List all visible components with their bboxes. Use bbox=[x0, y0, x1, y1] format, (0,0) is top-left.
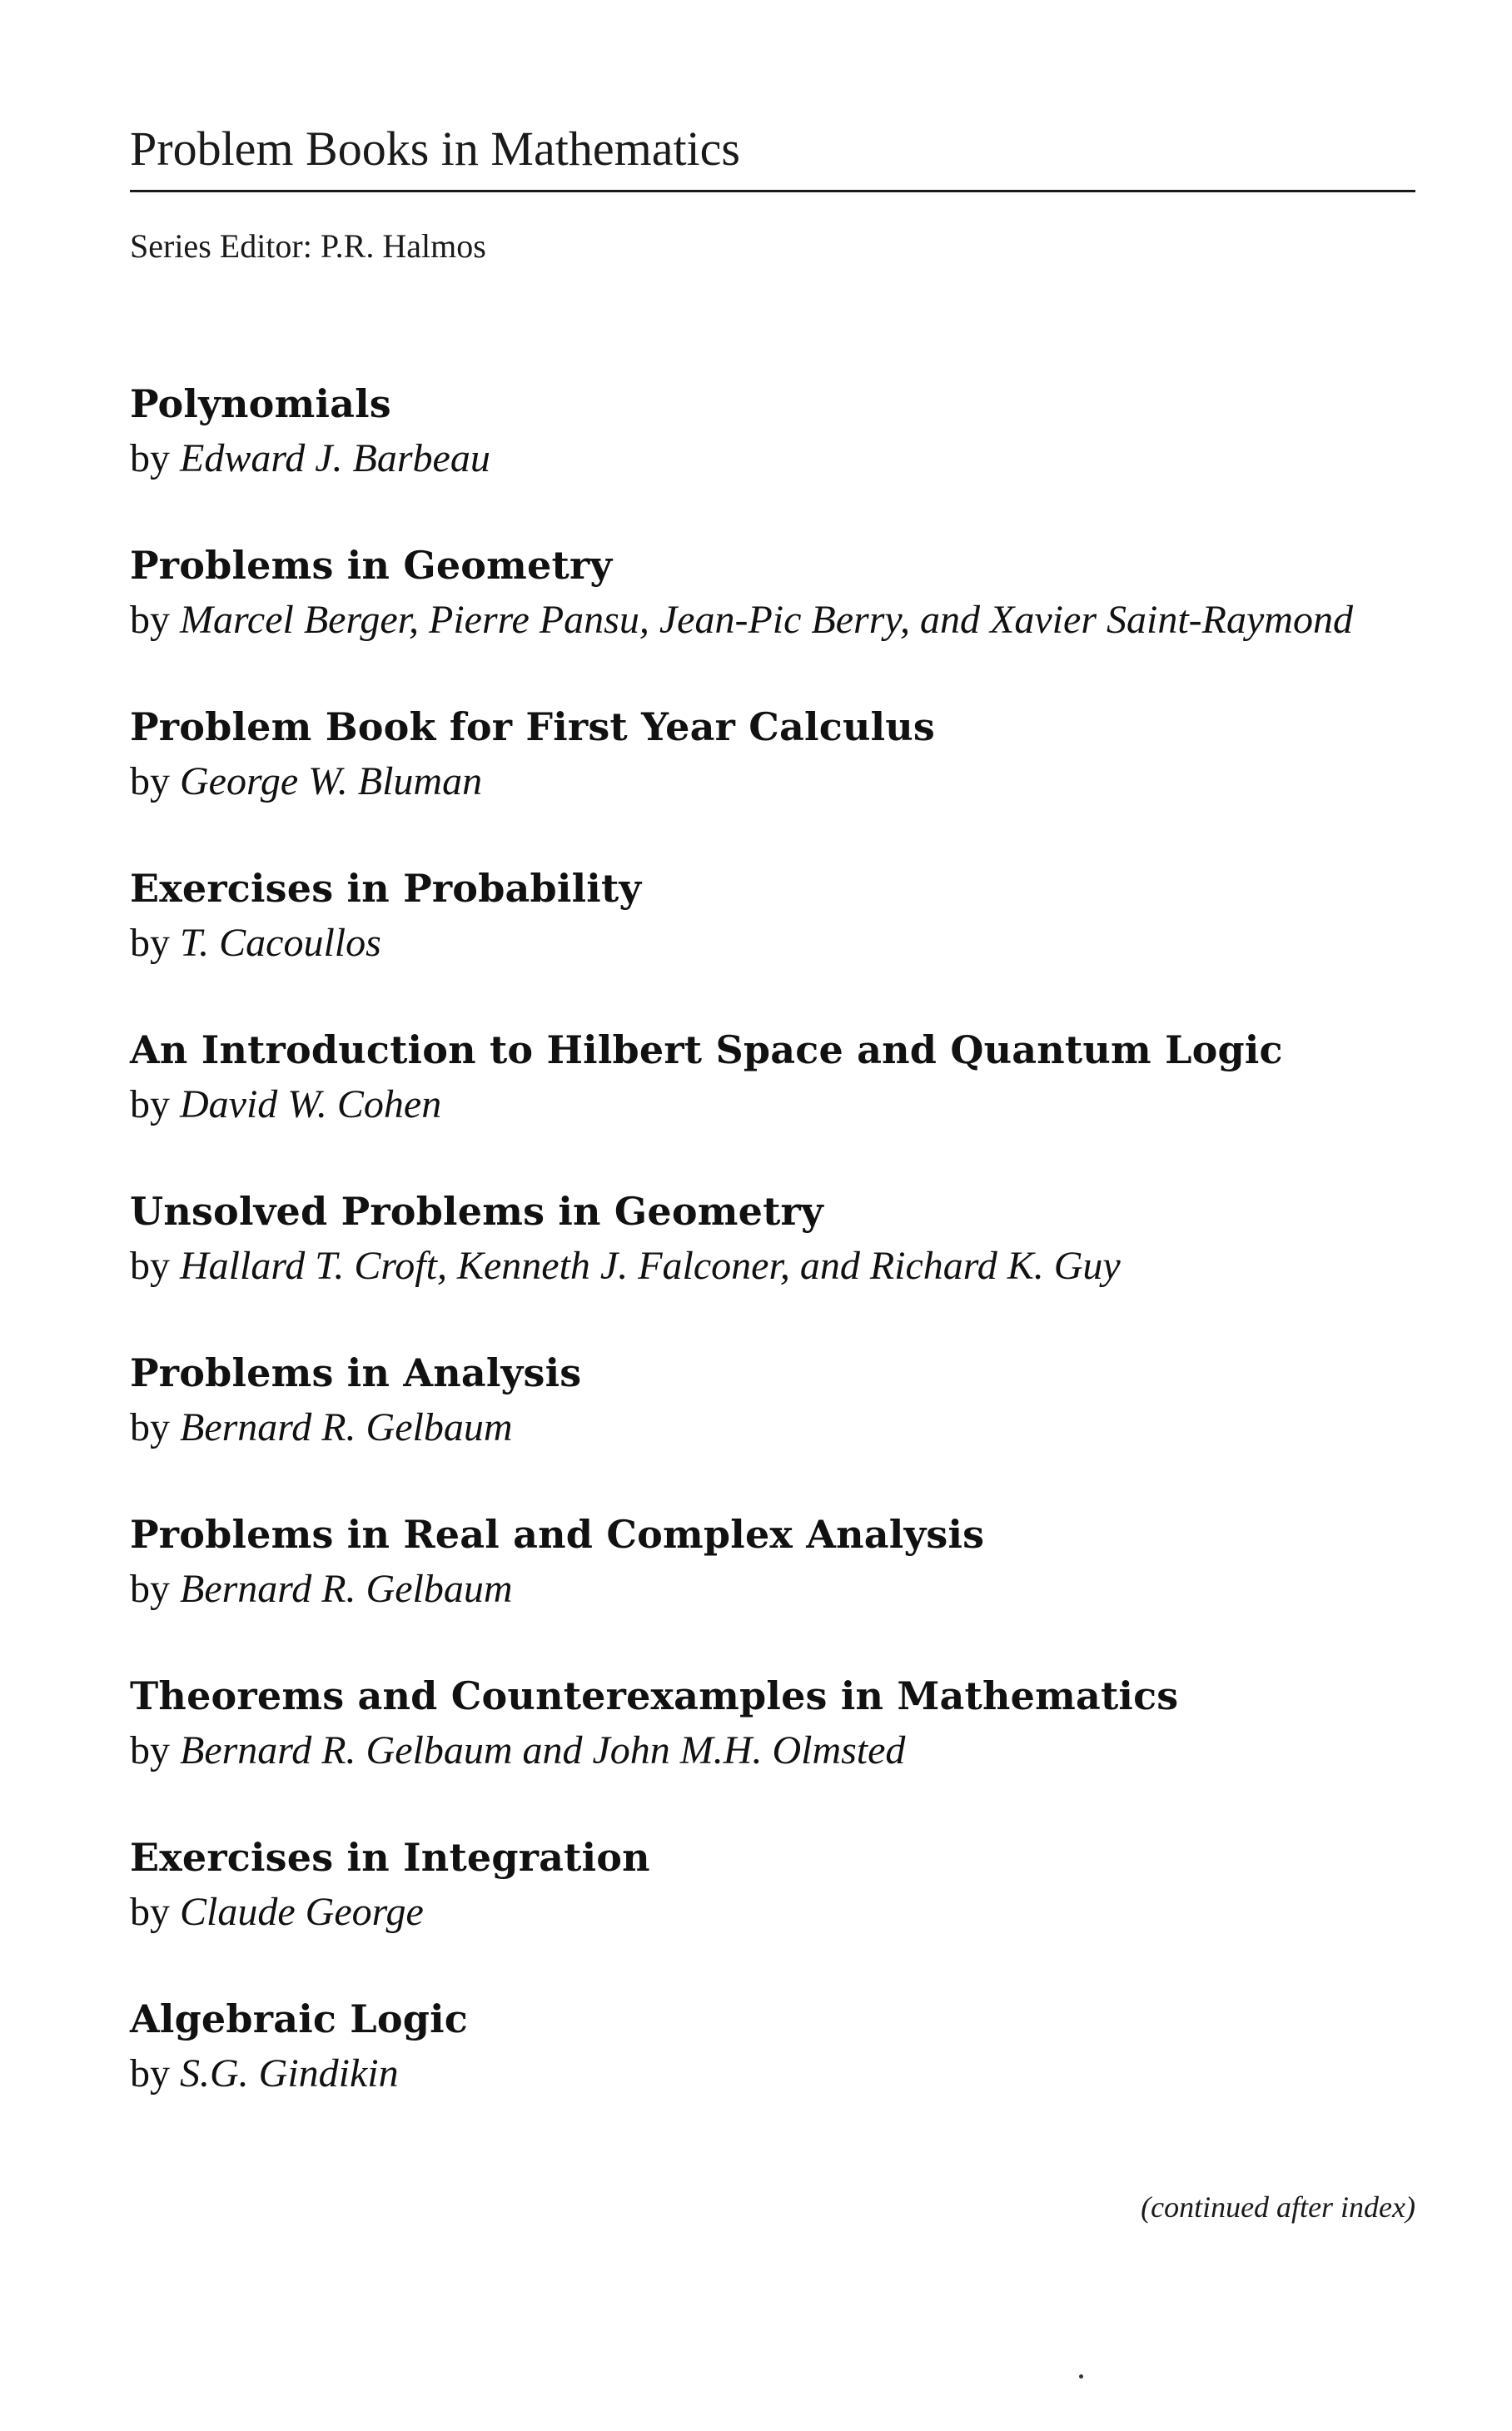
book-entry bbox=[130, 538, 1420, 648]
book-entry bbox=[130, 1668, 1420, 1778]
book-author-line bbox=[130, 1562, 1420, 1617]
book-authors: David W. Cohen bbox=[180, 1082, 442, 1126]
book-title: Problem Book for First Year Calculus bbox=[130, 704, 936, 749]
book-title: Theorems and Counterexamples in Mathematics bbox=[130, 1673, 1179, 1718]
book-title: An Introduction to Hilbert Space and Quantum Logic bbox=[130, 1027, 1283, 1072]
book-author-line bbox=[130, 754, 1420, 809]
by-label: by bbox=[130, 436, 170, 480]
book-entry bbox=[130, 861, 1420, 971]
book-authors: Marcel Berger, Pierre Pansu, Jean-Pic Berry, and Xavier Saint-Raymond bbox=[180, 598, 1353, 642]
book-author-line bbox=[130, 916, 1420, 971]
book-entry bbox=[130, 1345, 1420, 1455]
book-authors: Bernard R. Gelbaum bbox=[180, 1567, 513, 1611]
book-entry bbox=[130, 1507, 1420, 1617]
book-authors: Bernard R. Gelbaum bbox=[180, 1405, 513, 1449]
by-label: by bbox=[130, 1890, 170, 1934]
book-author-line bbox=[130, 2046, 1420, 2101]
book-author-line bbox=[130, 1400, 1420, 1455]
book-authors: Bernard R. Gelbaum and John M.H. Olmsted bbox=[180, 1728, 906, 1772]
book-list bbox=[130, 376, 1420, 2101]
header-rule bbox=[130, 190, 1415, 192]
book-author-line bbox=[130, 593, 1420, 648]
book-title: Unsolved Problems in Geometry bbox=[130, 1189, 823, 1234]
by-label: by bbox=[130, 921, 170, 965]
book-authors: Edward J. Barbeau bbox=[180, 436, 490, 480]
book-authors: George W. Bluman bbox=[180, 759, 483, 803]
series-editor: Series Editor: P.R. Halmos bbox=[130, 227, 486, 265]
book-author-line bbox=[130, 431, 1420, 486]
book-title: Problems in Geometry bbox=[130, 543, 613, 588]
book-entry bbox=[130, 699, 1420, 809]
by-label: by bbox=[130, 1244, 170, 1288]
by-label: by bbox=[130, 2051, 170, 2095]
by-label: by bbox=[130, 1082, 170, 1126]
by-label: by bbox=[130, 1567, 170, 1611]
by-label: by bbox=[130, 598, 170, 642]
book-title: Algebraic Logic bbox=[130, 1996, 468, 2041]
by-label: by bbox=[130, 1405, 170, 1449]
book-authors: S.G. Gindikin bbox=[180, 2051, 399, 2095]
book-authors: Hallard T. Croft, Kenneth J. Falconer, and Richard K. Guy bbox=[180, 1244, 1121, 1288]
book-title: Exercises in Integration bbox=[130, 1835, 650, 1880]
book-title: Polynomials bbox=[130, 381, 391, 426]
book-author-line bbox=[130, 1239, 1420, 1294]
book-authors: T. Cacoullos bbox=[180, 921, 381, 965]
by-label: by bbox=[130, 1728, 170, 1772]
book-entry bbox=[130, 1830, 1420, 1940]
by-label: by bbox=[130, 759, 170, 803]
book-title: Problems in Real and Complex Analysis bbox=[130, 1512, 985, 1557]
book-entry bbox=[130, 1022, 1420, 1132]
series-title: Problem Books in Mathematics bbox=[130, 122, 740, 176]
book-entry bbox=[130, 376, 1420, 486]
scan-speck bbox=[1079, 2374, 1083, 2379]
book-title: Exercises in Probability bbox=[130, 866, 642, 911]
book-author-line bbox=[130, 1885, 1420, 1940]
continued-note: (continued after index) bbox=[1141, 2190, 1415, 2224]
book-entry bbox=[130, 1991, 1420, 2101]
book-title: Problems in Analysis bbox=[130, 1350, 582, 1395]
book-entry bbox=[130, 1184, 1420, 1294]
book-author-line bbox=[130, 1723, 1420, 1778]
book-authors: Claude George bbox=[180, 1890, 424, 1934]
book-author-line bbox=[130, 1077, 1420, 1132]
